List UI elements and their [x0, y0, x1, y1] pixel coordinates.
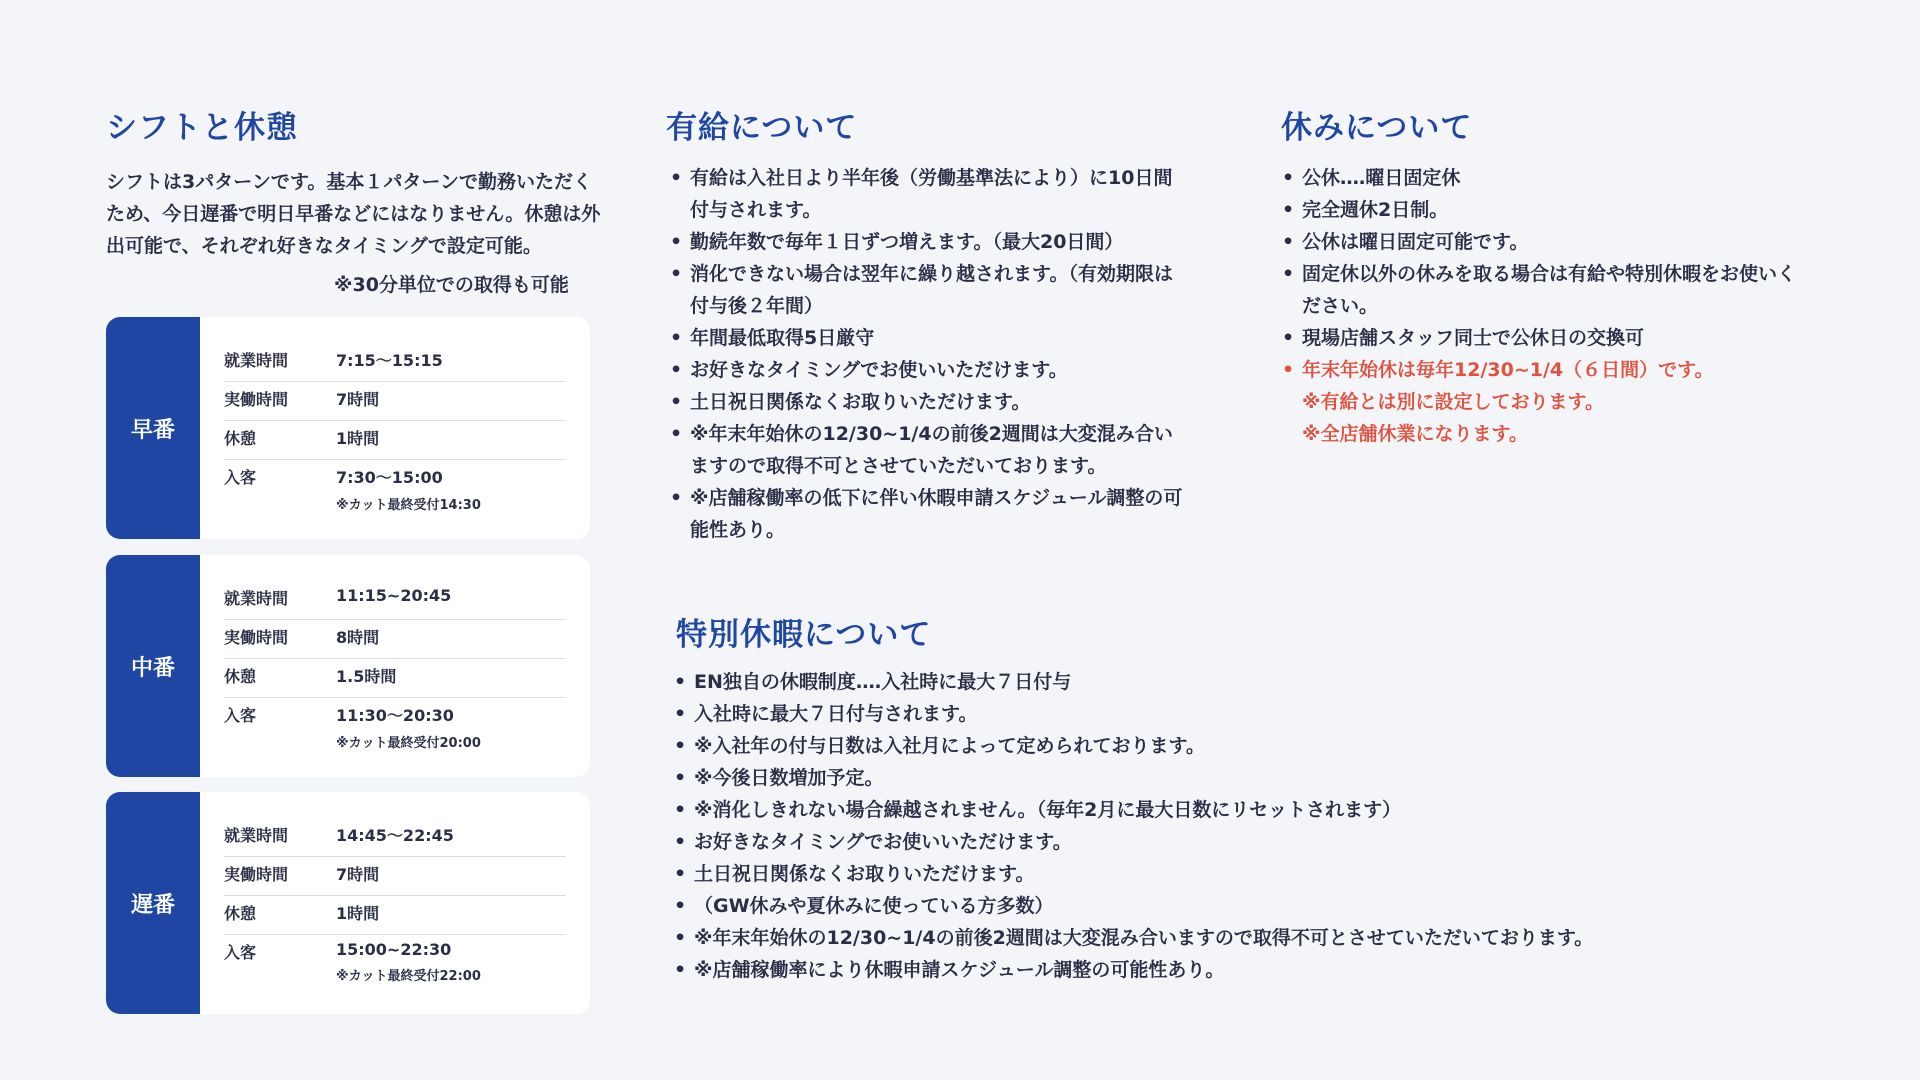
shift-row	[224, 343, 566, 382]
list-item: • ※消化しきれない場合繰越されません。（毎年2月に最大日数にリセットされます）	[672, 794, 1852, 826]
holidays-title: 休みについて	[1281, 110, 1473, 146]
row-value: 7時間	[336, 865, 380, 884]
row-key: 実働時間	[224, 628, 289, 647]
list-item: • 有給は入社日より半年後（労働基準法により）に10日間付与されます。	[668, 162, 1188, 226]
row-value: 11:15~20:45	[336, 586, 452, 605]
row-value: 8時間	[336, 628, 380, 647]
list-item: • 年間最低取得5日厳守	[668, 322, 1188, 354]
row-key: 休憩	[224, 904, 257, 923]
row-value: 7:30〜15:00	[336, 468, 443, 487]
row-note: ※カット最終受付20:00	[336, 736, 481, 751]
list-item: • （GW休みや夏休みに使っている方多数）	[672, 890, 1852, 922]
list-item-highlight: • 年末年始休は毎年12/30~1/4（６日間）です。	[1280, 354, 1800, 386]
special-leave-list	[672, 666, 1852, 986]
holidays-list	[1280, 162, 1800, 450]
shift-row	[224, 698, 566, 751]
row-key: 就業時間	[224, 826, 289, 845]
list-item: • ※年末年始休の12/30~1/4の前後2週間は大変混み合いますので取得不可とさせていただいております。	[668, 418, 1188, 482]
shift-row	[224, 818, 566, 857]
shift-card-late	[106, 792, 590, 1014]
list-item: • ※今後日数増加予定。	[672, 762, 1852, 794]
row-value: 15:00~22:30	[336, 940, 452, 959]
row-value: 11:30〜20:30	[336, 706, 454, 725]
row-key: 実働時間	[224, 865, 289, 884]
shift-card-label: 遅番	[106, 792, 200, 1014]
shift-card-body	[200, 555, 590, 777]
list-item: • 公休‥‥曜日固定休	[1280, 162, 1800, 194]
row-note: ※カット最終受付22:00	[336, 969, 481, 984]
shift-card-label: 早番	[106, 317, 200, 539]
row-key: 就業時間	[224, 589, 289, 608]
list-item: • ※店舗稼働率により休暇申請スケジュール調整の可能性あり。	[672, 954, 1852, 986]
shift-row	[224, 857, 566, 896]
list-item: • 土日祝日関係なくお取りいただけます。	[668, 386, 1188, 418]
list-item: • EN独自の休暇制度‥‥入社時に最大７日付与	[672, 666, 1852, 698]
shift-title: シフトと休憩	[106, 110, 298, 146]
row-key: 休憩	[224, 429, 257, 448]
row-value: 1時間	[336, 904, 380, 923]
paid-leave-list	[668, 162, 1188, 546]
shift-row	[224, 581, 566, 620]
highlight-note: ※全店舗休業になります。	[1302, 423, 1528, 445]
special-leave-title: 特別休暇について	[676, 617, 932, 653]
paid-leave-title: 有給について	[666, 110, 858, 146]
shift-row	[224, 421, 566, 460]
row-value: 1時間	[336, 429, 380, 448]
shift-card-early	[106, 317, 590, 539]
list-item: • お好きなタイミングでお使いいただけます。	[668, 354, 1188, 386]
row-key: 入客	[224, 468, 257, 487]
shift-row	[224, 460, 566, 513]
row-value: 7時間	[336, 390, 380, 409]
shift-intro: シフトは3パターンです。基本１パターンで勤務いただくため、今日遅番で明日早番などにはなりません。休憩は外出可能で、それぞれ好きなタイミングで設定可能。	[106, 171, 601, 257]
shift-row	[224, 896, 566, 935]
highlight-note: ※有給とは別に設定しております。	[1302, 391, 1604, 413]
row-key: 入客	[224, 706, 257, 725]
shift-card-body	[200, 792, 590, 1014]
row-value: 14:45〜22:45	[336, 826, 454, 845]
list-item: • 現場店舗スタッフ同士で公休日の交換可	[1280, 322, 1800, 354]
shift-card-body	[200, 317, 590, 539]
list-item: • 完全週休2日制。	[1280, 194, 1800, 226]
list-item: • 公休は曜日固定可能です。	[1280, 226, 1800, 258]
shift-intro-note: ※30分単位での取得も可能	[334, 274, 569, 296]
list-item: • 勤続年数で毎年１日ずつ増えます。（最大20日間）	[668, 226, 1188, 258]
list-item: • ※店舗稼働率の低下に伴い休暇申請スケジュール調整の可能性あり。	[668, 482, 1188, 546]
shift-row	[224, 659, 566, 698]
row-key: 就業時間	[224, 351, 289, 370]
row-key: 入客	[224, 943, 257, 962]
shift-card-middle	[106, 555, 590, 777]
shift-row	[224, 935, 566, 984]
list-item: • 消化できない場合は翌年に繰り越されます。（有効期限は付与後２年間）	[668, 258, 1188, 322]
row-note: ※カット最終受付14:30	[336, 498, 481, 513]
list-item: • 土日祝日関係なくお取りいただけます。	[672, 858, 1852, 890]
row-value: 7:15〜15:15	[336, 351, 443, 370]
list-item: • 固定休以外の休みを取る場合は有給や特別休暇をお使いください。	[1280, 258, 1800, 322]
row-key: 実働時間	[224, 390, 289, 409]
shift-row	[224, 382, 566, 421]
list-item: • 入社時に最大７日付与されます。	[672, 698, 1852, 730]
list-item: • ※入社年の付与日数は入社月によって定められております。	[672, 730, 1852, 762]
shift-row	[224, 620, 566, 659]
list-item: • お好きなタイミングでお使いいただけます。	[672, 826, 1852, 858]
list-item: • ※年末年始休の12/30~1/4の前後2週間は大変混み合いますので取得不可とさせていただいております。	[672, 922, 1852, 954]
row-value: 1.5時間	[336, 667, 397, 686]
shift-card-label: 中番	[106, 555, 200, 777]
row-key: 休憩	[224, 667, 257, 686]
